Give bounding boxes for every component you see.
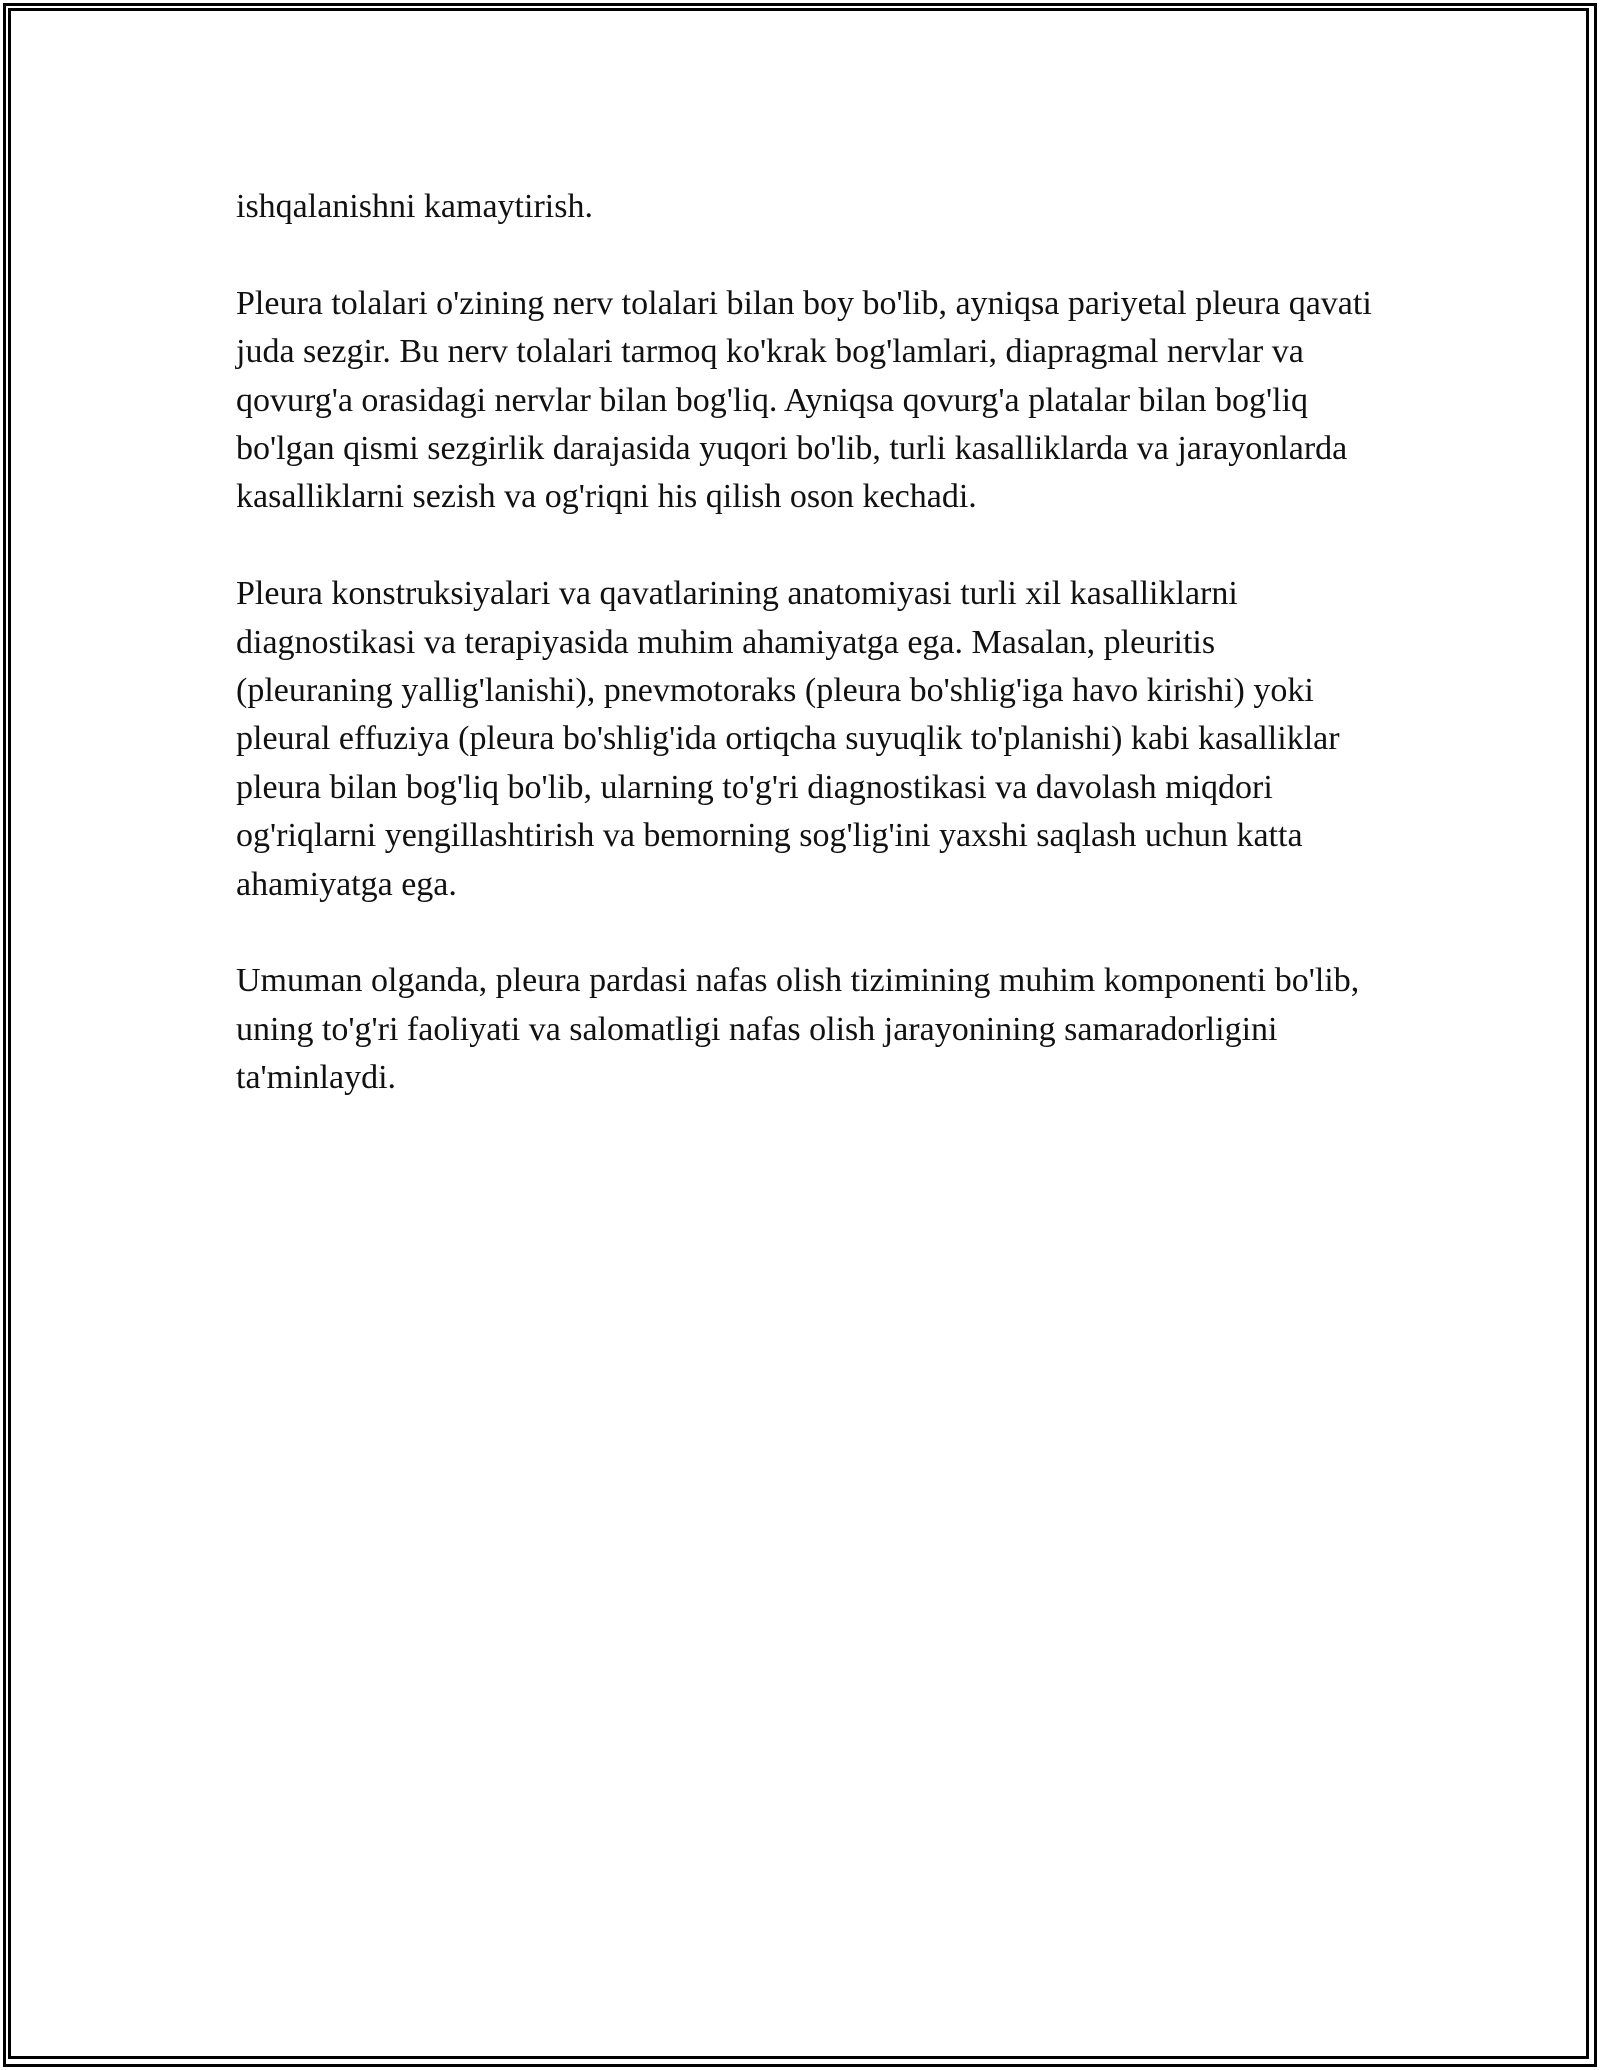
paragraph-2: Pleura tolalari o'zining nerv tolalari bilan boy bo'lib, ayniqsa pariyetal pleura qavati juda sezgir. Bu nerv tolalari tarmoq ko'krak bog'lamlari, diapragmal nervlar va qovurg'a orasidagi nervlar bilan bog'liq. Ayniqsa qovurg'a platalar bilan bog'liq bo'lgan qismi sezgirlik darajasida yuqori bo'lib, turli kasalliklarda va jarayonlarda kasalliklarni sezish va og'riqni his qilish oson kechadi. xyxy=(236,284,1372,516)
document-body xyxy=(236,183,1376,1151)
paragraph-3: Pleura konstruksiyalari va qavatlarining anatomiyasi turli xil kasalliklarni diagnostikasi va terapiyasida muhim ahamiyatga ega. Masalan, pleuritis (pleuraning yallig'lanishi), pnevmotoraks (pleura bo'shlig'iga havo kirishi) yoki pleural effuziya (pleura bo'shlig'ida ortiqcha suyuqlik to'planishi) kabi kasalliklar pleura bilan bog'liq bo'lib, ularning to'g'ri diagnostikasi va davolash miqdori og'riqlarni yengillashtirish va bemorning sog'lig'ini yaxshi saqlash uchun katta ahamiyatga ega. xyxy=(236,575,1340,903)
paragraph-4: Umuman olganda, pleura pardasi nafas olish tizimining muhim komponenti bo'lib, uning to'g'ri faoliyati va salomatligi nafas olish jarayonining samaradorligini ta'minlaydi. xyxy=(236,962,1360,1097)
paragraph-1: ishqalanishni kamaytirish. xyxy=(236,188,593,225)
